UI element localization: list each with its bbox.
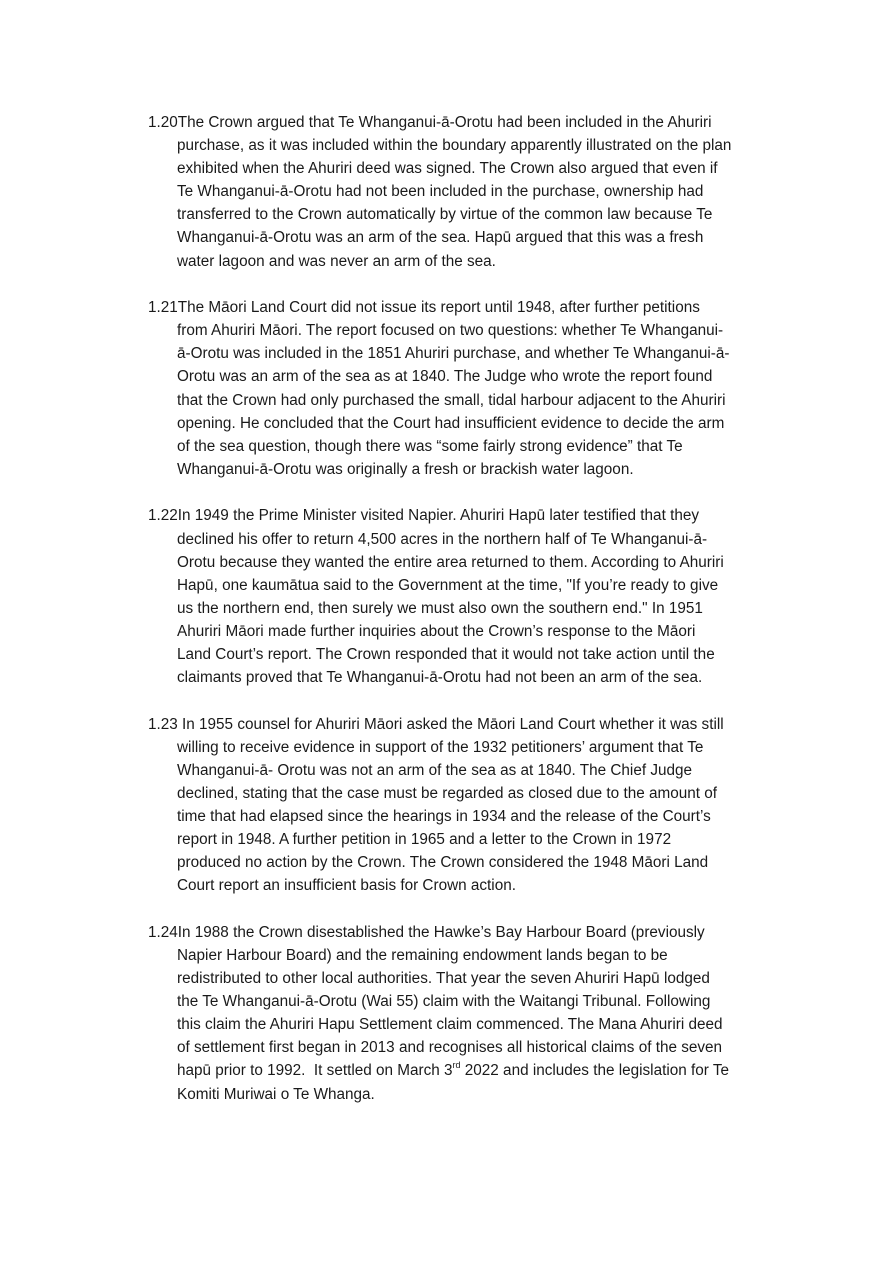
paragraph-line: Te Whanganui-ā-Orotu had not been included in the purchase, ownership had bbox=[177, 183, 704, 201]
paragraph-line: Komiti Muriwai o Te Whanga. bbox=[177, 1085, 375, 1103]
paragraph-line: of settlement first began in 2013 and recognises all historical claims of the seven bbox=[177, 1039, 723, 1057]
superscript-ordinal: rd bbox=[452, 1060, 461, 1071]
paragraph-line: Orotu was an arm of the sea as at 1840. The Judge who wrote the report found bbox=[177, 368, 713, 386]
paragraph-line: water lagoon and was never an arm of the sea. bbox=[177, 252, 496, 270]
paragraph-line: Whanganui-ā-Orotu was an arm of the sea. Hapū argued that this was a fresh bbox=[177, 229, 704, 247]
paragraph-1-22 bbox=[148, 504, 798, 689]
paragraph-number: 1.21 bbox=[148, 299, 178, 317]
paragraph-line: us the northern end, then surely we must also own the southern end." In 1951 bbox=[177, 599, 703, 617]
paragraph-1-21 bbox=[148, 296, 798, 481]
paragraph-number: 1.22 bbox=[148, 507, 178, 525]
paragraph-line: willing to receive evidence in support of the 1932 petitioners’ argument that Te bbox=[177, 738, 704, 756]
paragraph-line: claimants proved that Te Whanganui-ā-Orotu had not been an arm of the sea. bbox=[177, 669, 703, 687]
paragraph-line: produced no action by the Crown. The Crown considered the 1948 Māori Land bbox=[177, 854, 709, 872]
paragraph-line: 1.23 In 1955 counsel for Ahuriri Māori asked the Māori Land Court whether it was still bbox=[148, 715, 724, 733]
paragraph-line: from Ahuriri Māori. The report focused on two questions: whether Te Whanganui- bbox=[177, 322, 724, 340]
paragraph-line: Court report an insufficient basis for Crown action. bbox=[177, 877, 516, 895]
paragraph-line: purchase, as it was included within the boundary apparently illustrated on the plan bbox=[177, 137, 732, 155]
document-body bbox=[148, 111, 798, 1129]
paragraph-line: that the Crown had only purchased the small, tidal harbour adjacent to the Ahuriri bbox=[177, 391, 726, 409]
paragraph-line: opening. He concluded that the Court had insufficient evidence to decide the arm bbox=[177, 414, 725, 432]
paragraph-1-24 bbox=[148, 921, 798, 1106]
paragraph-number: 1.23 bbox=[148, 715, 183, 733]
paragraph-line: declined, stating that the case must be regarded as closed due to the amount of bbox=[177, 784, 717, 802]
paragraph-line: declined his offer to return 4,500 acres in the northern half of Te Whanganui-ā- bbox=[177, 530, 708, 548]
paragraph-line: ā-Orotu was included in the 1851 Ahuriri purchase, and whether Te Whanganui-ā- bbox=[177, 345, 730, 363]
paragraph-1-23 bbox=[148, 713, 798, 898]
paragraph-line: Orotu because they wanted the entire area returned to them. According to Ahuriri bbox=[177, 553, 724, 571]
paragraph-line: 1.22In 1949 the Prime Minister visited Napier. Ahuriri Hapū later testified that they bbox=[148, 507, 699, 525]
paragraph-line: of the sea question, though there was “some fairly strong evidence” that Te bbox=[177, 437, 683, 455]
paragraph-line: redistributed to other local authorities. That year the seven Ahuriri Hapū lodged bbox=[177, 970, 710, 988]
paragraph-line: time that had elapsed since the hearings in 1934 and the release of the Court’s bbox=[177, 808, 711, 826]
paragraph-line: this claim the Ahuriri Hapu Settlement claim commenced. The Mana Ahuriri deed bbox=[177, 1016, 723, 1034]
paragraph-line: exhibited when the Ahuriri deed was signed. The Crown also argued that even if bbox=[177, 160, 718, 178]
paragraph-line: 1.24In 1988 the Crown disestablished the Hawke’s Bay Harbour Board (previously bbox=[148, 923, 705, 941]
paragraph-line: Whanganui-ā- Orotu was not an arm of the sea as at 1840. The Chief Judge bbox=[177, 761, 693, 779]
paragraph-line: report in 1948. A further petition in 1965 and a letter to the Crown in 1972 bbox=[177, 831, 672, 849]
paragraph-line: the Te Whanganui-ā-Orotu (Wai 55) claim with the Waitangi Tribunal. Following bbox=[177, 993, 711, 1011]
paragraph-line: transferred to the Crown automatically by virtue of the common law because Te bbox=[177, 206, 713, 224]
paragraph-line: hapū prior to 1992. It settled on March 3rd 2022 and includes the legislation for Te bbox=[177, 1060, 729, 1080]
paragraph-number: 1.20 bbox=[148, 114, 178, 131]
paragraph-line: Whanganui-ā-Orotu was originally a fresh or brackish water lagoon. bbox=[177, 460, 634, 478]
paragraph-line: Land Court’s report. The Crown responded that it would not take action until the bbox=[177, 645, 715, 663]
paragraph-line: Hapū, one kaumātua said to the Government at the time, "If you’re ready to give bbox=[177, 576, 719, 594]
paragraph-line: 1.21The Māori Land Court did not issue its report until 1948, after further petitions bbox=[148, 299, 700, 317]
paragraph-line: 1.20The Crown argued that Te Whanganui-ā-Orotu had been included in the Ahuriri bbox=[148, 114, 712, 131]
paragraph-line: Ahuriri Māori made further inquiries about the Crown’s response to the Māori bbox=[177, 622, 696, 640]
paragraph-line: Napier Harbour Board) and the remaining endowment lands began to be bbox=[177, 947, 668, 964]
paragraph-number: 1.24 bbox=[148, 923, 178, 941]
paragraph-1-20 bbox=[148, 111, 798, 273]
